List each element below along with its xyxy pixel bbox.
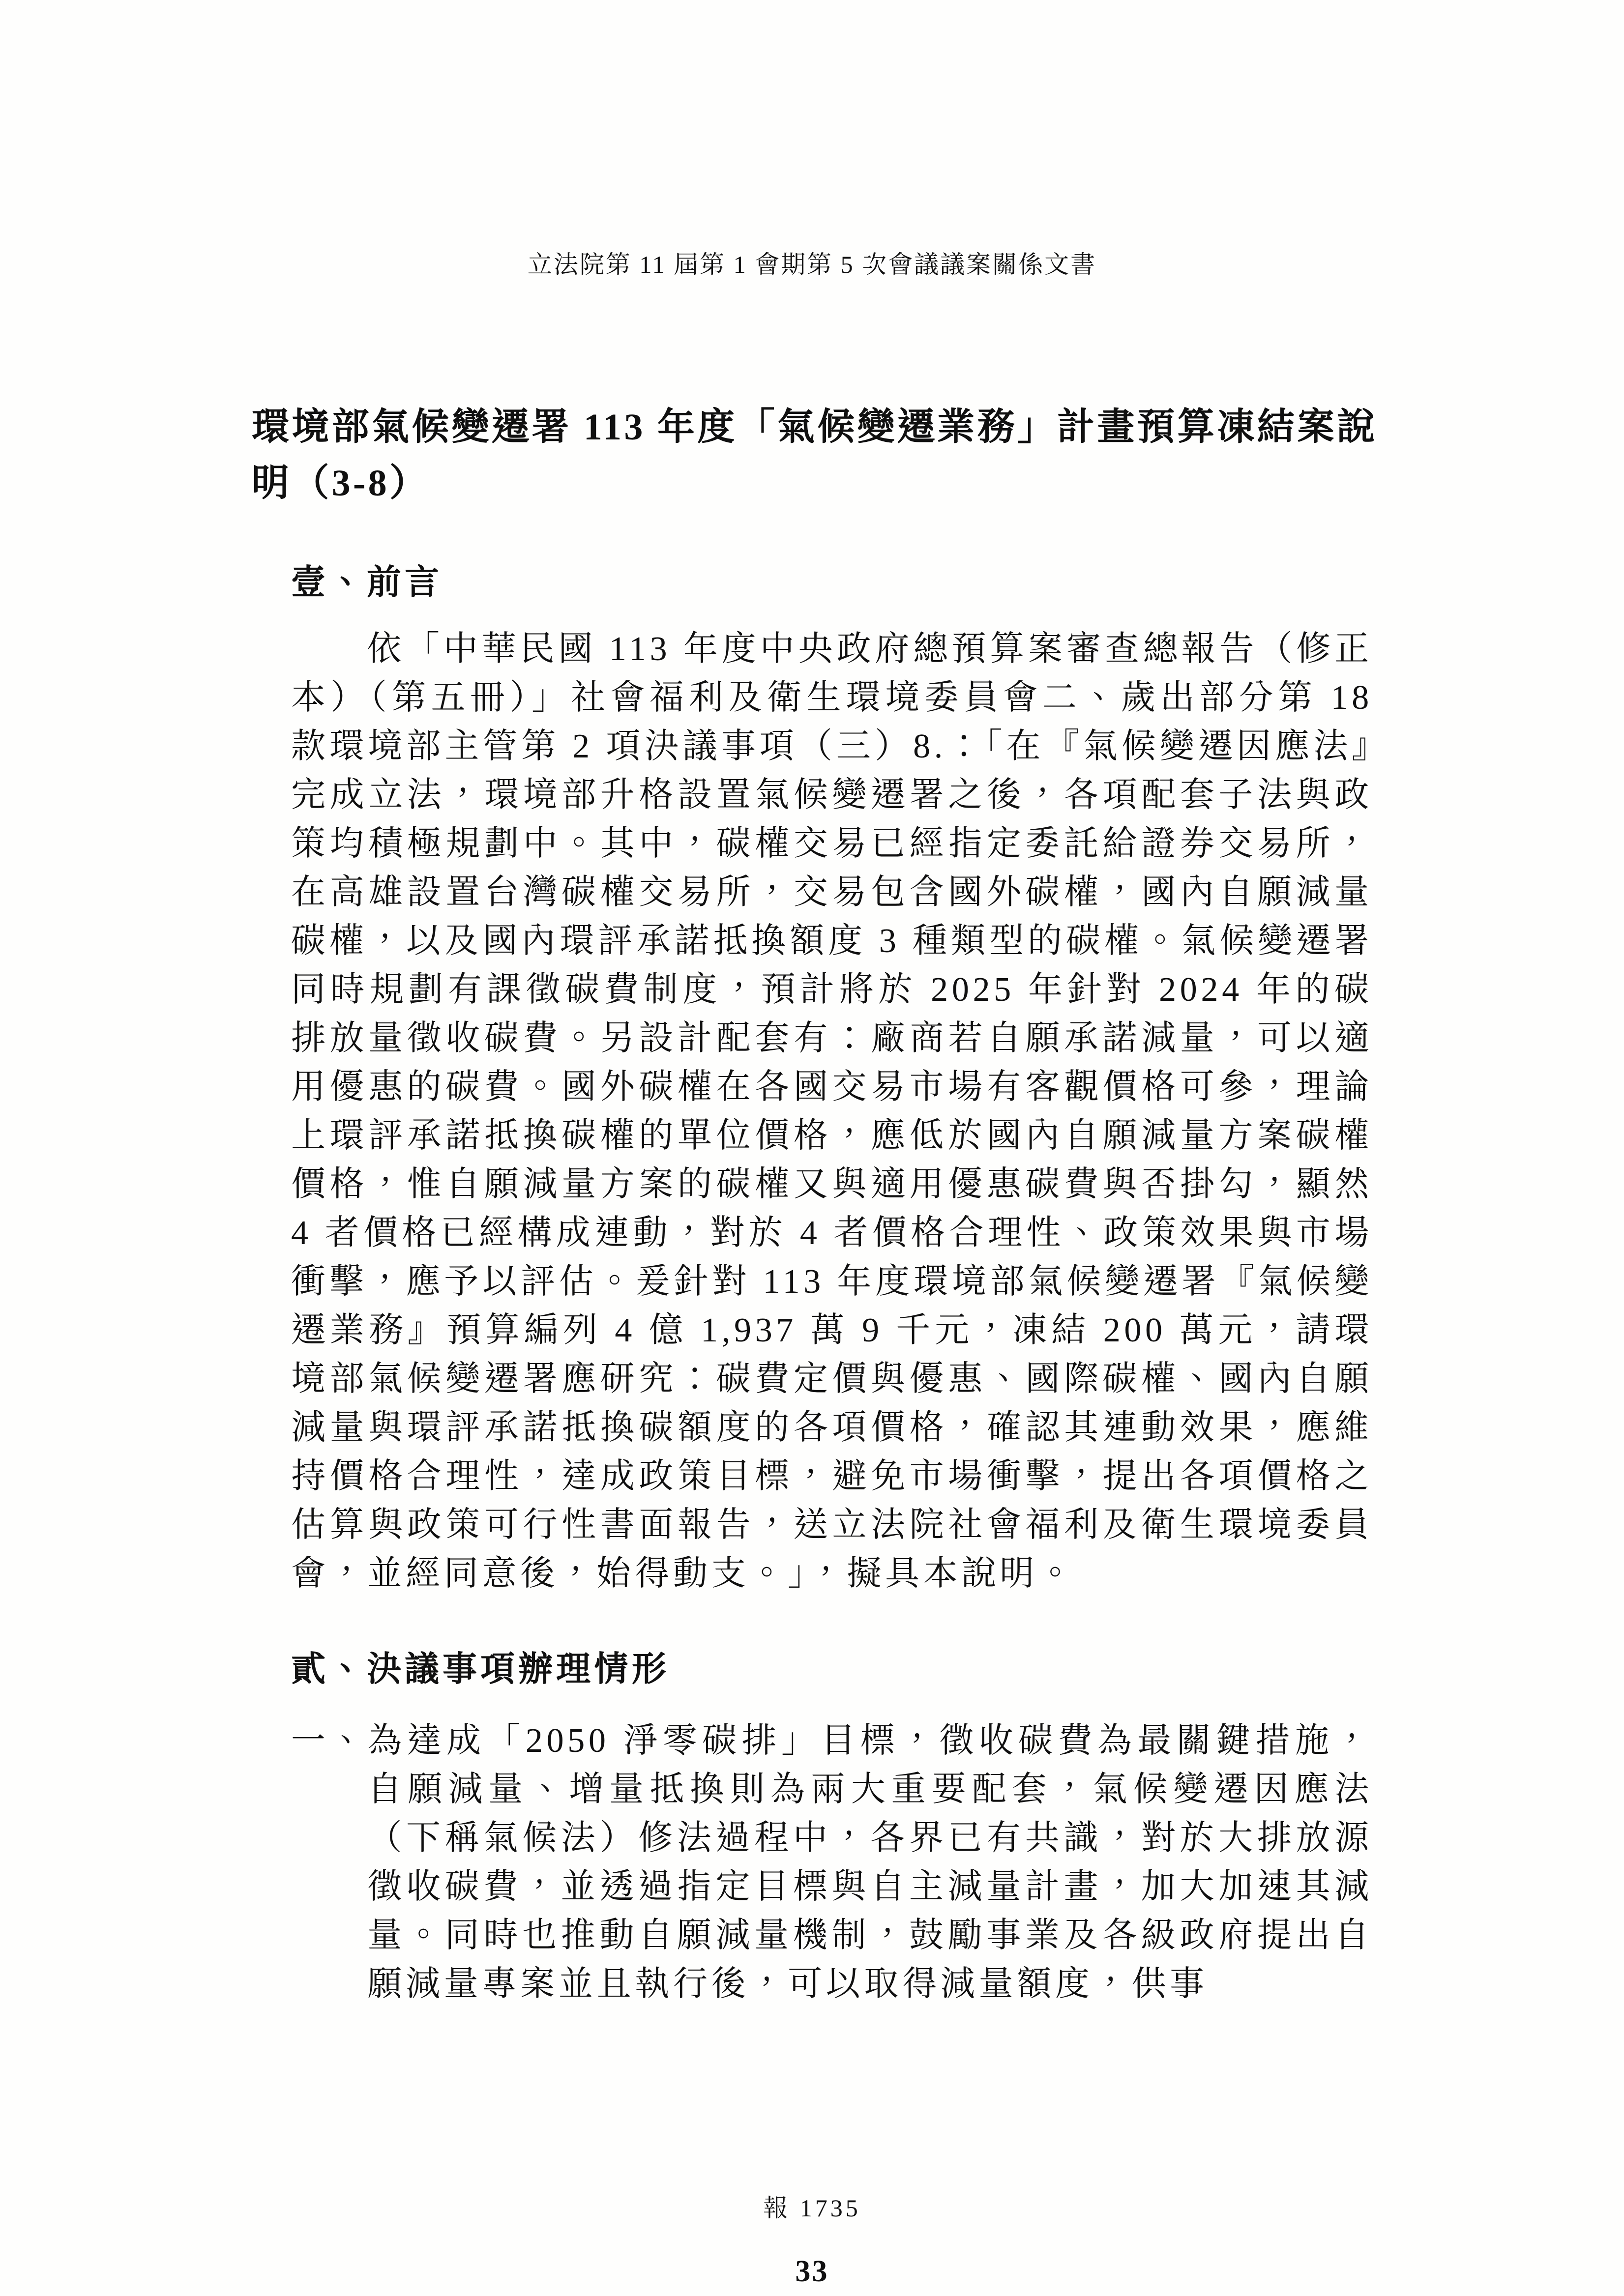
section-preface-heading: 壹、前言 [291, 564, 443, 602]
list-item-marker: 一、 [291, 1722, 368, 1760]
section-preface [252, 554, 1380, 1598]
list-item-text: 為達成「2050 淨零碳排」目標，徵收碳費為最關鍵措施，自願減量、增量抵換則為兩大重要配套，氣候變遷因應法（下稱氣候法）修法過程中，各界已有共識，對於大排放源徵收碳費，並透過指定目標與自主減量計畫，加大加速其減量。同時也推動自願減量機制，鼓勵事業及各級政府提出自願減量專案並且執行後，可以取得減量額度，供事 [367, 1722, 1373, 2003]
list-item [291, 1716, 1373, 2008]
document-header: 立法院第 11 屆第 1 會期第 5 次會議議案關係文書 [527, 251, 1097, 278]
document-footer: 報 1735 [763, 2194, 861, 2222]
preface-paragraph: 依「中華民國 113 年度中央政府總預算案審查總報告（修正本）（第五冊）」社會福利及衛生環境委員會二、歲出部分第 18 款環境部主管第 2 項決議事項（三）8.：「在『氣候變遷因應法』完成立法，環境部升格設置氣候變遷署之後，各項配套子法與政策均積極規劃中。其中，碳權交易已經指定委託給證券交易所，在高雄設置台灣碳權交易所，交易包含國外碳權，國內自願減量碳權，以及國內環評承諾抵換額度 3 種類型的碳權。氣候變遷署同時規劃有課徵碳費制度，預計將於 2025 年針對 2024 年的碳排放量徵收碳費。另設計配套有：廠商若自願承諾減量，可以適用優惠的碳費。國外碳權在各國交易市場有客觀價格可參，理論上環評承諾抵換碳權的單位價格，應低於國內自願減量方案碳權價格，惟自願減量方案的碳權又與適用優惠碳費與否掛勾，顯然 4 者價格已經構成連動，對於 4 者價格合理性、政策效果與市場衝擊，應予以評估。爰針對 113 年度環境部氣候變遷署『氣候變遷業務』預算編列 4 億 1,937 萬 9 千元，凍結 200 萬元，請環境部氣候變遷署應研究：碳費定價與優惠、國際碳權、國內自願減量與環評承諾抵換碳額度的各項價格，確認其連動效果，應維持價格合理性，達成政策目標，避免市場衝擊，提出各項價格之估算與政策可行性書面報告，送立法院社會福利及衛生環境委員會，並經同意後，始得動支。」，擬具本說明。 [291, 630, 1373, 1593]
page-number: 33 [795, 2255, 829, 2288]
page-title: 環境部氣候變遷署 113 年度「氣候變遷業務」計畫預算凍結案說明（3-8） [252, 407, 1377, 504]
document-content [252, 399, 1380, 2008]
section-resolution-handling [252, 1641, 1380, 2008]
section-resolution-heading: 貳、決議事項辦理情形 [291, 1651, 670, 1688]
